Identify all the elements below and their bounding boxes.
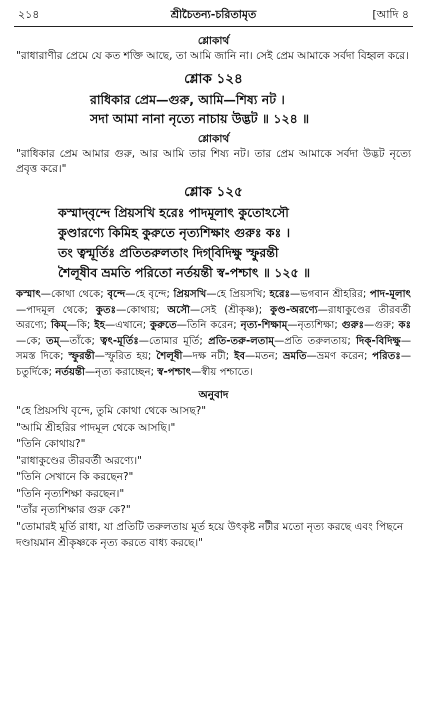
verse-heading: শ্লোক ১২৪ (184, 71, 243, 87)
verse-text (16, 90, 411, 128)
verse-line: শৈলূষীব ভ্রমতি পরিতো নর্তয়ন্তী স্ব-পশ্চাৎ ॥ ১২৫ ॥ (58, 265, 311, 280)
gloss-term: প্রতি-তরু-লতাম্ (208, 335, 275, 347)
gloss-meaning: —কি; (66, 320, 95, 331)
dialog-line: "তিনি নৃত্যশিক্ষা করছেন।" (16, 487, 125, 500)
verse-text (16, 203, 411, 283)
gloss-term: ত্বৎ-মূর্তিঃ (100, 335, 139, 347)
gloss-meaning: —তিনি করেন; (176, 320, 241, 331)
word-meanings (16, 287, 411, 380)
verse-line: তং ত্বন্মূর্তিঃ প্রতিতরুলতাং দিগ্‌বিদিক্ষু স্ফুরন্তী (58, 245, 279, 260)
gloss-meaning: —সেই (শ্রীকৃষ্ণ); (189, 304, 271, 316)
translation-paragraph: "রাধিকার প্রেম আমার গুরু, আর আমি তার শিষ্য নট। তার প্রেম আমাকে সর্বদা উদ্ভট নৃত্যে প্রবৃত্ত করে।" (16, 148, 411, 175)
gloss-term: কঃ (398, 320, 411, 331)
gloss-term: ইহ (94, 320, 105, 331)
gloss-meaning: —গুরু; (364, 320, 399, 331)
running-header (14, 6, 413, 24)
page-content (16, 34, 411, 552)
gloss-meaning: —পাদমূল থেকে; (16, 304, 96, 316)
gloss-meaning: —তাঁকে; (59, 335, 101, 347)
section-heading: অনুবাদ (198, 389, 229, 401)
dialog-line: "তোমারই মূর্তি রাধা, যা প্রতিটি তরুলতায় মূর্ত হয়ে উৎকৃষ্ট নটীর মতো নৃত্য করছে এবং পিছনে দণ্ডায়মান শ্রীকৃষ্ণকে নৃত্য করতে বাধ্য করছে।" (16, 520, 404, 549)
gloss-meaning: —কোথায়; (116, 304, 168, 316)
dialog-line: "তিনি সেখানে কি করছেন?" (16, 471, 134, 483)
dialog-line: "আমি শ্রীহরির পাদমূল থেকে আসছি।" (16, 421, 176, 434)
gloss-meaning: —সমস্ত দিকে; (16, 335, 411, 362)
section-heading: শ্লোকার্থ (197, 133, 230, 145)
translation-paragraph: "রাধারাণীর প্রেমে যে কত শক্তি আছে, তা আমি জানি না। সেই প্রেম আমাকে সর্বদা বিহ্বল করে। (16, 50, 409, 62)
gloss-term: তম্ (46, 335, 60, 347)
gloss-meaning: —প্রতি তরুলতায়; (274, 335, 357, 347)
gloss-term: প্রিয়সখি (173, 289, 207, 300)
dialog-line: "তিনি কোথায়?" (16, 438, 86, 450)
gloss-meaning: —হে প্রিয়সখি; (206, 289, 270, 300)
gloss-term: নৃত্য-শিক্ষাম্ (240, 320, 288, 331)
gloss-meaning: —চতুর্দিকে; (16, 351, 411, 378)
gloss-term: বৃন্দে (107, 289, 126, 300)
gloss-term: কুতঃ (95, 304, 117, 316)
page-number: ২১৪ (18, 8, 40, 21)
gloss-term: কিম্ (50, 320, 67, 331)
gloss-meaning: —কোথা থেকে; (40, 289, 108, 300)
section-heading: শ্লোকার্থ (197, 35, 230, 47)
dialog-line: "হে প্রিয়সখি বৃন্দে, তুমি কোথা থেকে আসছ?" (16, 405, 207, 417)
gloss-meaning: —ভ্রমণ করেন; (306, 351, 373, 362)
gloss-meaning: —রাধাকুণ্ডের তীরবর্তী অরণ্যে; (16, 304, 411, 331)
verse-line: সদা আমা নানা নৃত্যে নাচায় উদ্ভট ॥ ১২৪ ॥ (90, 111, 310, 126)
gloss-term: কুণ্ড-অরণ্যে (270, 304, 318, 316)
gloss-term: পরিতঃ (372, 351, 401, 362)
dialog-line: "তাঁর নৃত্যশিক্ষার গুরু কে?" (16, 504, 131, 516)
gloss-meaning: —ভগবান শ্রীহরির; (290, 289, 370, 300)
gloss-term: ভ্রমতি (282, 351, 307, 362)
gloss-term: স্ফুরন্তী (68, 351, 95, 362)
gloss-meaning: —নৃত্যশিক্ষা; (287, 320, 342, 331)
gloss-term: শৈলূষী (156, 351, 183, 362)
gloss-meaning: —স্বীয় পশ্চাতে। (191, 366, 253, 378)
gloss-meaning: —স্ফুরিত হয়; (94, 351, 157, 362)
verse-heading: শ্লোক ১২৫ (184, 184, 243, 200)
gloss-meaning: —তোমার মূর্তি; (138, 335, 209, 347)
gloss-term: গুরুঃ (341, 320, 365, 331)
gloss-meaning: —মতন; (245, 351, 283, 362)
header-rule (14, 26, 413, 27)
gloss-term: স্ব-পশ্চাৎ (157, 366, 192, 378)
gloss-term: কস্মাৎ (16, 289, 41, 300)
gloss-term: নর্তয়ন্তী (55, 366, 85, 378)
gloss-term: পাদ-মূলাৎ (369, 289, 411, 300)
gloss-term: ইব (234, 351, 246, 362)
gloss-meaning: —এখানে; (104, 320, 151, 331)
gloss-meaning: —কে; (16, 335, 47, 347)
gloss-term: হরেঃ (269, 289, 291, 300)
gloss-meaning: —হে বৃন্দে; (125, 289, 174, 300)
gloss-term: অসৌ (167, 304, 190, 316)
verse-line: কস্মাদ্‌বৃন্দে প্রিয়সখি হরেঃ পাদমূলাৎ কুতোঽসৌ (58, 205, 289, 220)
running-title: শ্রীচৈতন্য-চরিতামৃত (170, 8, 257, 21)
chapter-label: [আদি ৪ (372, 8, 409, 21)
verse-line: রাধিকার প্রেম—গুরু, আমি—শিষ্য নট । (90, 92, 285, 107)
verse-line: কুণ্ডারণ্যে কিমিহ কুরুতে নৃত্যশিক্ষাং গুরুঃ কঃ । (58, 225, 291, 240)
gloss-term: কুরুতে (150, 320, 177, 331)
gloss-meaning: —নৃত্য করাচ্ছেন; (84, 366, 158, 378)
dialog-line: "রাধাকুণ্ডের তীরবর্তী অরণ্যে।" (16, 454, 142, 467)
translation-dialog (16, 403, 411, 552)
gloss-term: দিক্-বিদিক্ষু (356, 335, 401, 347)
gloss-meaning: —দক্ষ নটী; (182, 351, 235, 362)
